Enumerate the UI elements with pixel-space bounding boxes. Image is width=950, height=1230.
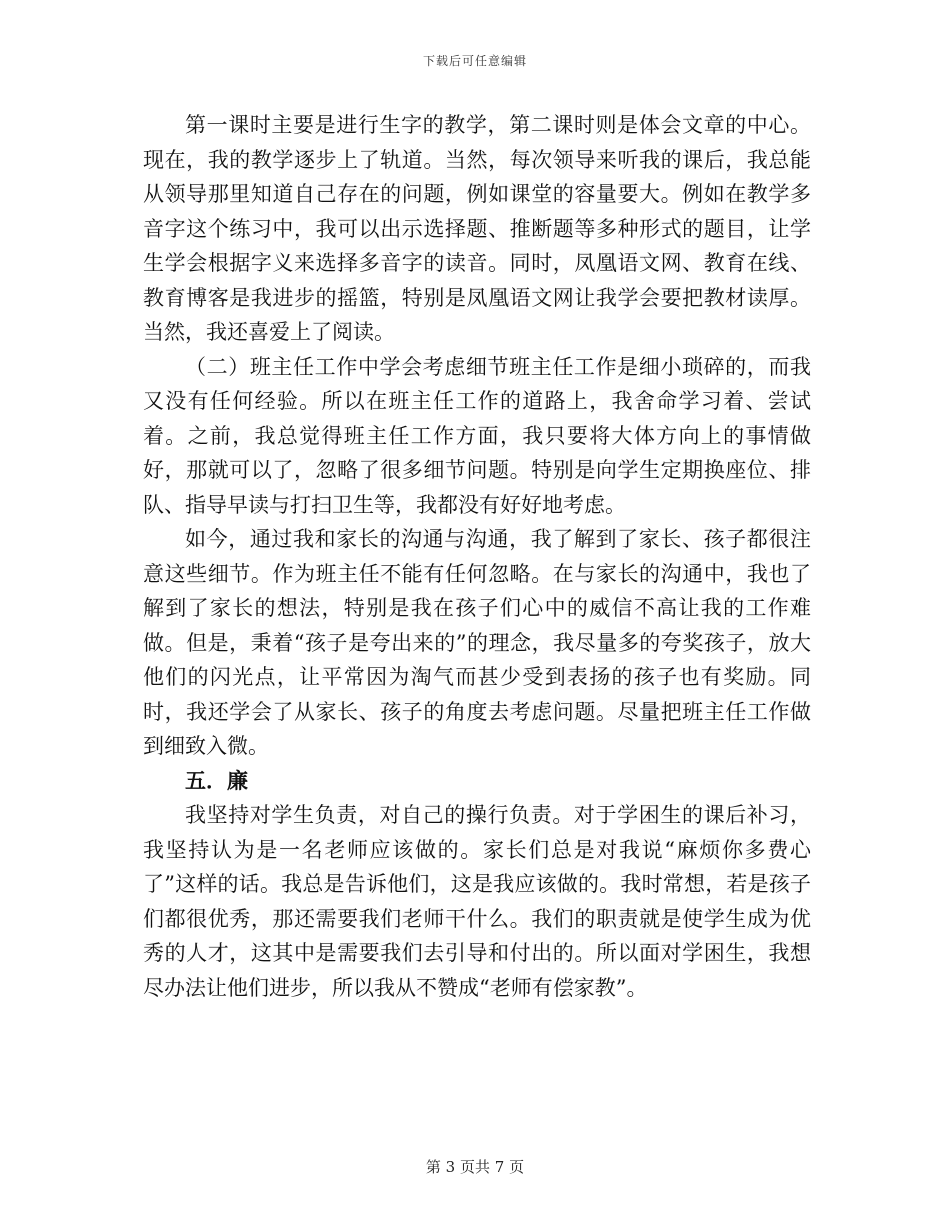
paragraph-integrity: 我坚持对学生负责，对自己的操行负责。对于学困生的课后补习，我坚持认为是一名老师应该做的。家长们总是对我说“麻烦你多费心了”这样的话。我总是告诉他们，这是我应该做的。我时常想，若是孩子们都很优秀，那还需要我们老师干什么。我们的职责就是使学生成为优秀的人才，这其中是需要我们去引导和付出的。所以面对学困生，我想尽办法让他们进步，所以我从不赞成“老师有偿家教”。 <box>143 803 811 1000</box>
paragraph-parent-communication: 如今，通过我和家长的沟通与沟通，我了解到了家长、孩子都很注意这些细节。作为班主任不能有任何忽略。在与家长的沟通中，我也了解到了家长的想法，特别是我在孩子们心中的威信不高让我的工作难做。但是，秉着“孩子是夸出来的”的理念，我尽量多的夸奖孩子，放大他们的闪光点，让平常因为淘气而甚少受到表扬的孩子也有奖励。同时，我还学会了从家长、孩子的角度去考虑问题。尽量把班主任工作做到细致入微。 <box>143 527 811 758</box>
document-body <box>143 108 811 1005</box>
paragraph-class-teacher-details: （二）班主任工作中学会考虑细节班主任工作是细小琐碎的，而我又没有任何经验。所以在班主任工作的道路上，我舍命学习着、尝试着。之前，我总觉得班主任工作方面，我只要将大体方向上的事情做好，那就可以了，忽略了很多细节问题。特别是向学生定期换座位、排队、指导早读与打扫卫生等，我都没有好好地考虑。 <box>143 354 811 517</box>
paragraph-teaching: 第一课时主要是进行生字的教学，第二课时则是体会文章的中心。现在，我的教学逐步上了轨道。当然，每次领导来听我的课后，我总能从领导那里知道自己存在的问题，例如课堂的容量要大。例如在教学多音字这个练习中，我可以出示选择题、推断题等多种形式的题目，让学生学会根据字义来选择多音字的读音。同时，凤凰语文网、教育在线、教育博客是我进步的摇篮，特别是凤凰语文网让我学会要把教材读厚。当然，我还喜爱上了阅读。 <box>143 113 811 344</box>
page-header-note: 下载后可任意编辑 <box>422 54 527 68</box>
section-heading: 五．廉 <box>185 768 248 793</box>
page-number: 第 3 页共 7 页 <box>425 1158 525 1176</box>
